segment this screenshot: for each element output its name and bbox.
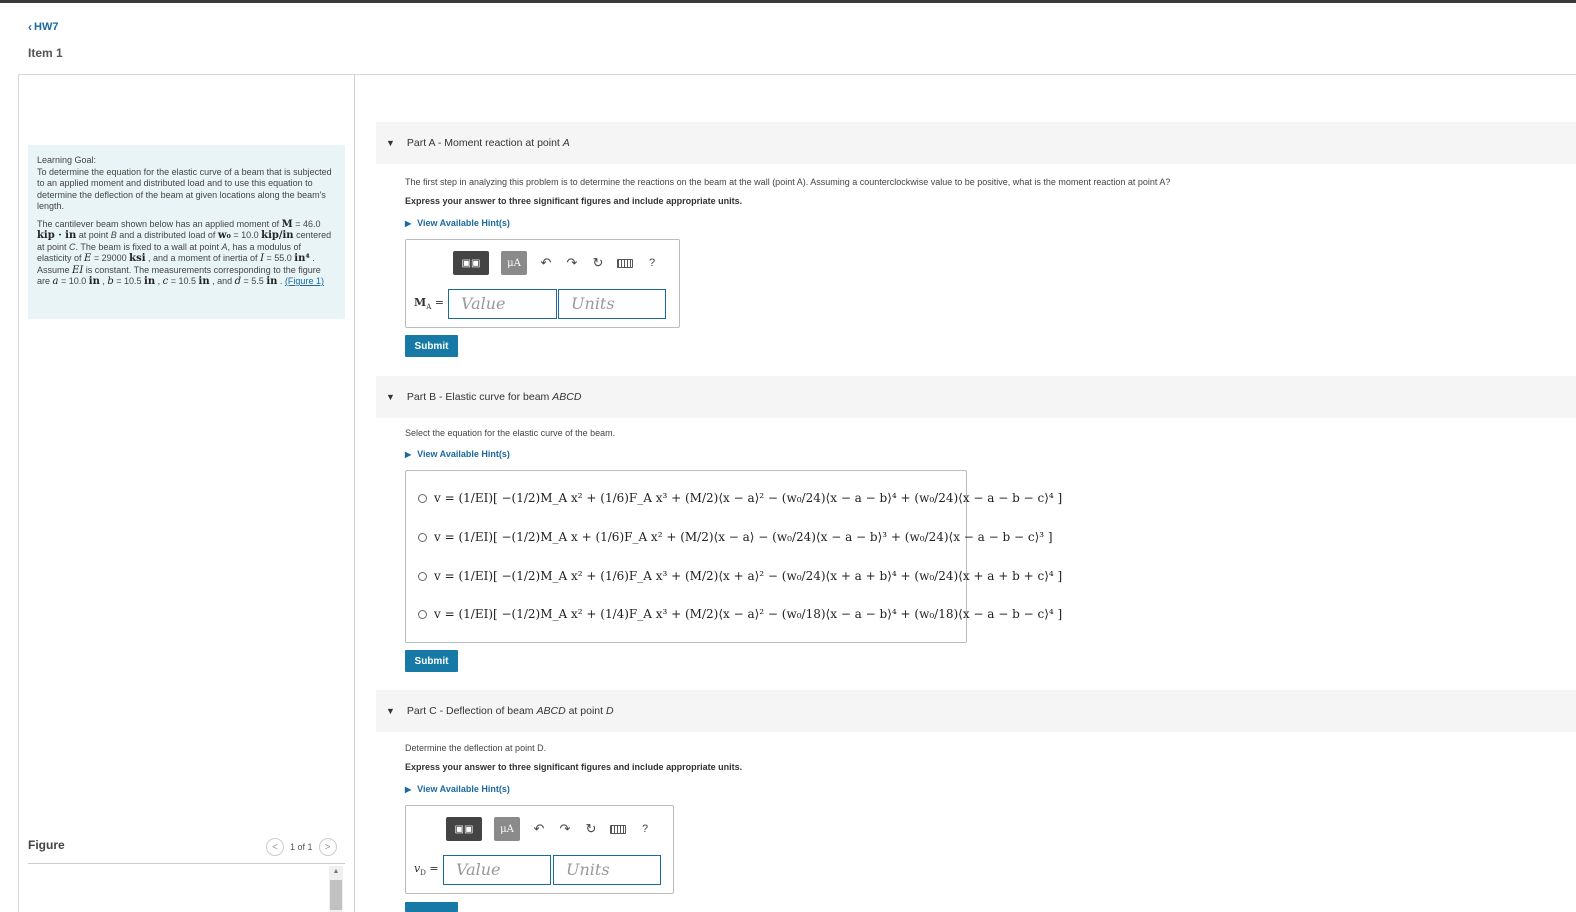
problem-statement: The cantilever beam shown below has an applied moment of M = 46.0 kip · in at point B and a distributed load of w₀ = 10.0 kip/in centered at point C. The beam is fixed to a wall at point A, has a modulus of elasticity of E = 29000 ksi , and a moment of inertia of I = 55.0 in⁴ . Assume EI is constant. The measurements corresponding to the figure are a = 10.0 in , b = 10.5 in , c = 10.5 in , and d = 5.5 in . (Figure 1) [37, 218, 332, 287]
units-button[interactable]: μA [494, 817, 520, 841]
part-b-submit-button[interactable]: Submit [405, 650, 458, 672]
expand-triangle-icon: ▶ [405, 218, 412, 228]
prev-figure-button[interactable]: < [266, 838, 284, 856]
undo-icon[interactable]: ↶ [533, 821, 545, 836]
part-b-hint-link[interactable]: ▶ View Available Hint(s) [405, 449, 510, 459]
part-c-instruction: Express your answer to three significant figures and include appropriate units. [405, 762, 743, 772]
part-b-title: Part B - Elastic curve for beam ABCD [406, 391, 582, 403]
part-a-units-input[interactable]: Units [558, 289, 666, 319]
part-a-instruction: Express your answer to three significant figures and include appropriate units. [405, 196, 743, 206]
figure-label: Figure [28, 838, 65, 852]
figure-scrollbar[interactable] [329, 866, 343, 912]
chevron-left-icon: ‹ [28, 20, 32, 34]
units-button[interactable]: μA [501, 251, 527, 275]
figure-pager [266, 838, 337, 856]
reset-icon[interactable]: ↻ [592, 255, 604, 270]
figure-link[interactable]: (Figure 1) [284, 276, 324, 286]
part-c-submit-button[interactable] [405, 902, 458, 912]
part-b-choices [405, 470, 1063, 643]
left-border [18, 74, 19, 912]
panel-divider [354, 74, 355, 912]
reset-icon[interactable]: ↻ [585, 821, 597, 836]
part-c-value-input[interactable]: Value [443, 855, 551, 885]
templates-icon[interactable]: ▣▣ [446, 817, 482, 841]
part-a-title: Part A - Moment reaction at point A [406, 137, 570, 149]
part-c-header[interactable] [376, 690, 1576, 732]
choice-option-4[interactable]: v = (1/EI)[ −(1/2)M_A x² + (1/4)F_A x³ + (M/2)⟨x − a⟩² − (w₀/18)⟨x − a − b⟩⁴ + (w₀/18)⟨x − a − b − c⟩⁴ ] [418, 607, 1062, 621]
undo-icon[interactable]: ↶ [540, 255, 552, 270]
scroll-thumb[interactable] [330, 880, 342, 910]
learning-goal-text: To determine the equation for the elastic curve of a beam that is subjected to an applied moment and distributed load and to use this equation to determine the deflection of the beam at given locations along the beam's length. [37, 166, 332, 211]
next-figure-button[interactable]: > [319, 838, 337, 856]
collapse-triangle-icon[interactable]: ▼ [386, 138, 395, 148]
item-title: Item 1 [28, 46, 63, 60]
radio-button[interactable] [418, 610, 427, 619]
top-bar [0, 0, 1576, 3]
header-divider [18, 74, 1576, 75]
choice-option-3[interactable]: v = (1/EI)[ −(1/2)M_A x² + (1/6)F_A x³ + (M/2)⟨x + a⟩² − (w₀/24)⟨x + a + b⟩⁴ + (w₀/24)⟨x + a + b + c⟩⁴ ] [418, 569, 1062, 583]
pager-text: 1 of 1 [290, 842, 313, 852]
redo-icon[interactable]: ↷ [566, 255, 578, 270]
part-c-units-input[interactable]: Units [553, 855, 661, 885]
part-a-value-input[interactable]: Value [448, 289, 557, 319]
part-c-answer-label: $v_D$ = [414, 862, 439, 878]
part-c-hint-link[interactable]: ▶ View Available Hint(s) [405, 784, 510, 794]
radio-button[interactable] [418, 494, 427, 503]
part-a-answer-label: $M_A$ = [414, 296, 444, 312]
scroll-up-icon[interactable]: ▲ [332, 868, 340, 875]
help-icon[interactable]: ? [648, 257, 656, 269]
expand-triangle-icon: ▶ [405, 449, 412, 459]
back-link[interactable] [28, 20, 58, 34]
part-c-toolbar [446, 817, 652, 841]
choice-option-1[interactable]: v = (1/EI)[ −(1/2)M_A x² + (1/6)F_A x³ + (M/2)⟨x − a⟩² − (w₀/24)⟨x − a − b⟩⁴ + (w₀/24)⟨x − a − b − c⟩⁴ ] [418, 491, 1062, 505]
redo-icon[interactable]: ↷ [559, 821, 571, 836]
help-icon[interactable]: ? [641, 823, 649, 835]
learning-goal-heading: Learning Goal: [37, 155, 97, 165]
part-c-title: Part C - Deflection of beam ABCD at point D [406, 705, 614, 717]
part-a-header[interactable] [376, 122, 1576, 164]
collapse-triangle-icon[interactable]: ▼ [386, 392, 395, 402]
part-a-submit-button[interactable]: Submit [405, 335, 458, 357]
learning-goal-panel [28, 145, 345, 319]
templates-icon[interactable]: ▣▣ [453, 251, 489, 275]
part-c-question: Determine the deflection at point D. [405, 743, 547, 753]
part-b-header[interactable] [376, 376, 1576, 418]
back-link-label: HW7 [34, 21, 59, 33]
part-a-hint-link[interactable]: ▶ View Available Hint(s) [405, 218, 510, 228]
expand-triangle-icon: ▶ [405, 784, 412, 794]
keyboard-icon[interactable] [617, 259, 633, 268]
part-b-question: Select the equation for the elastic curve of the beam. [405, 428, 616, 438]
choice-option-2[interactable]: v = (1/EI)[ −(1/2)M_A x + (1/6)F_A x² + (M/2)⟨x − a⟩ − (w₀/24)⟨x − a − b⟩³ + (w₀/24)⟨x − a − b − c⟩³ ] [418, 530, 1053, 544]
figure-divider [28, 863, 345, 864]
radio-button[interactable] [418, 572, 427, 581]
part-a-toolbar [453, 251, 659, 275]
keyboard-icon[interactable] [610, 825, 626, 834]
part-a-question: The first step in analyzing this problem is to determine the reactions on the beam at the wall (point A). Assuming a counterclockwise value to be positive, what is the moment reaction at point A? [405, 177, 1171, 187]
collapse-triangle-icon[interactable]: ▼ [386, 706, 395, 716]
radio-button[interactable] [418, 533, 427, 542]
